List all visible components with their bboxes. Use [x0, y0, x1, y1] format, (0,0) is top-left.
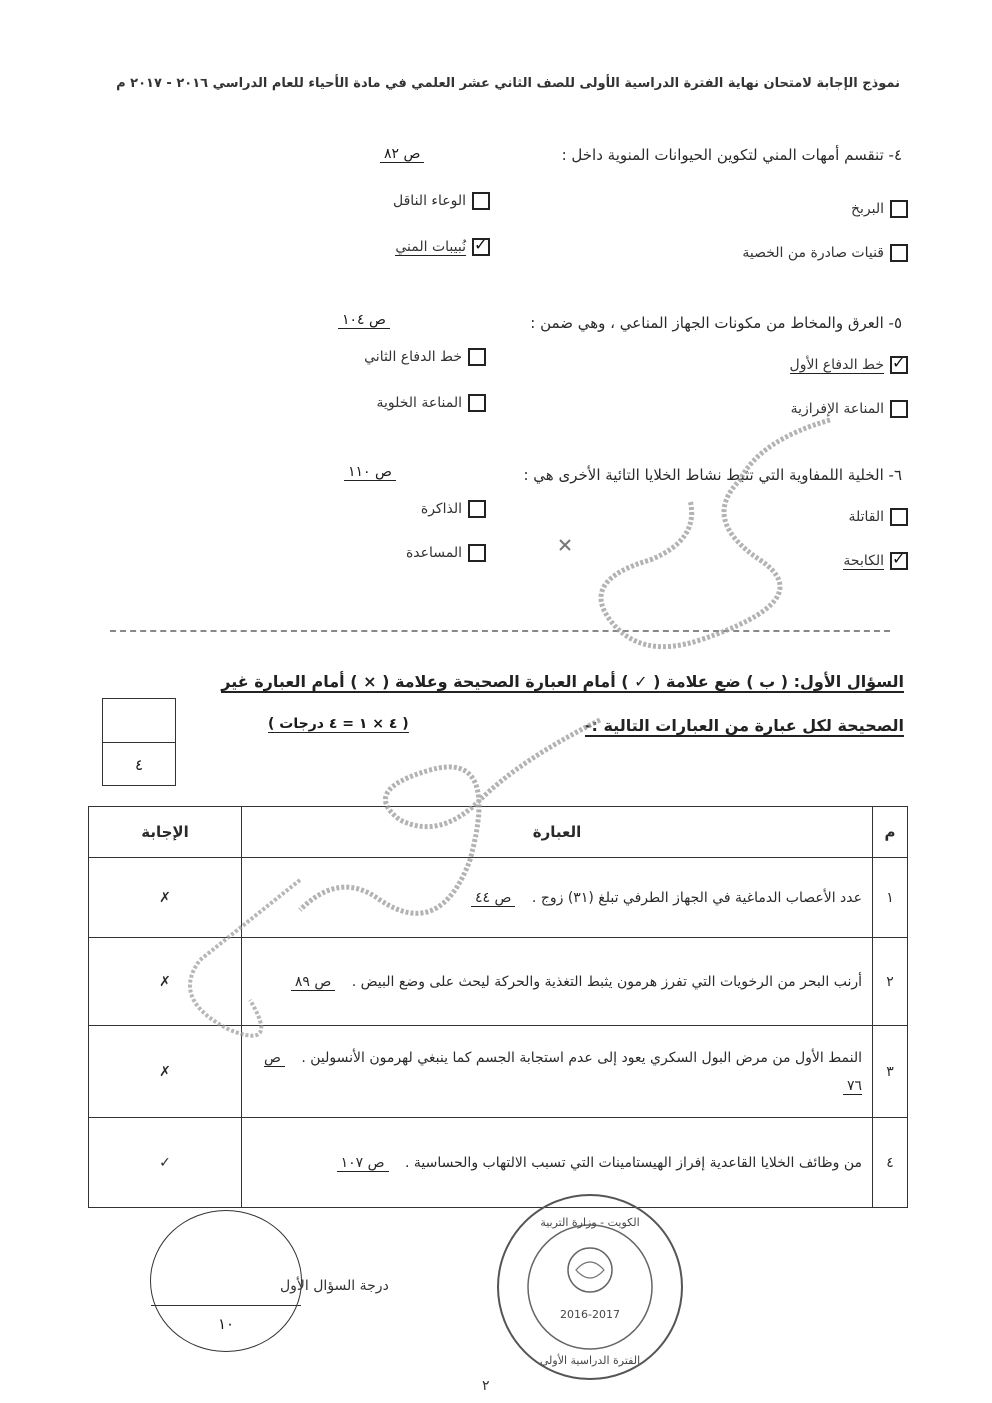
q5-option-c-checkbox[interactable]: [890, 400, 908, 418]
q5-option-a-checkbox-checked[interactable]: [890, 356, 908, 374]
total-score-divider: [151, 1305, 301, 1306]
q4-option-d[interactable]: ✓ نُبيبات المني: [395, 238, 490, 256]
answers-table: [88, 806, 908, 1208]
row-statement: النمط الأول من مرض البول السكري يعود إلى عدم استجابة الجسم كما ينبغي لهرمون الأنسولين . ص ٧٦: [242, 1026, 873, 1118]
q4-option-a[interactable]: البربخ: [851, 200, 908, 218]
q6-option-c-checkbox-checked[interactable]: [890, 552, 908, 570]
question-4-stem: ٤- تنقسم أمهات المني لتكوين الحيوانات المنوية داخل :: [561, 146, 902, 164]
section-title-line1: السؤال الأول: ( ب ) ضع علامة ( ✓ ) أمام العبارة الصحيحة وعلامة ( × ) أمام العبارة غير: [221, 672, 904, 691]
official-stamp: [490, 1190, 690, 1385]
section-divider: [110, 630, 890, 632]
q6-option-d-checkbox[interactable]: [468, 544, 486, 562]
q5-option-d[interactable]: المناعة الخلوية: [376, 394, 486, 412]
stamp-top-text: الكويت - وزارة التربية: [540, 1216, 640, 1229]
row-statement: أرنب البحر من الرخويات التي تفرز هرمون يثبط التغذية والحركة ليحث على وضع البيض . ص ٨٩: [242, 938, 873, 1026]
q4-option-c-checkbox[interactable]: [890, 244, 908, 262]
row-num: ٤: [873, 1118, 908, 1208]
question-4-text: [562, 146, 902, 164]
q4-option-b[interactable]: الوعاء الناقل: [393, 192, 490, 210]
q5-option-c[interactable]: المناعة الإفرازية: [791, 400, 908, 418]
table-row: [89, 938, 908, 1026]
section-marks: ( ٤ × ١ = ٤ درجات ): [268, 716, 409, 732]
row-num: ١: [873, 858, 908, 938]
q6-option-d[interactable]: المساعدة: [406, 544, 486, 562]
q5-option-a[interactable]: ✓ خط الدفاع الأول: [790, 356, 908, 374]
table-row: [89, 1026, 908, 1118]
q4-option-d-checkbox-checked[interactable]: [472, 238, 490, 256]
q6-option-a-checkbox[interactable]: [890, 508, 908, 526]
q5-option-b[interactable]: خط الدفاع الثاني: [364, 348, 486, 366]
page-header: نموذج الإجابة لامتحان نهاية الفترة الدراسية الأولى للصف الثاني عشر العلمي في مادة الأحياء للعام الدراسي ٢٠١٦ - ٢٠١٧ م: [116, 76, 900, 91]
question-5-page-ref: ص ١٠٤: [338, 312, 390, 329]
page-number: ٢: [482, 1378, 490, 1394]
q5-option-d-checkbox[interactable]: [468, 394, 486, 412]
section-title-line2: الصحيحة لكل عبارة من العبارات التالية :-: [584, 716, 904, 735]
q4-option-b-checkbox[interactable]: [472, 192, 490, 210]
row-statement: عدد الأعصاب الدماغية في الجهاز الطرفي تبلغ (٣١) زوج . ص ٤٤: [242, 858, 873, 938]
row-num: ٢: [873, 938, 908, 1026]
score-box-top: [103, 699, 175, 743]
question-6-text: [523, 466, 902, 484]
q4-option-a-checkbox[interactable]: [890, 200, 908, 218]
q6-option-b[interactable]: الذاكرة: [421, 500, 486, 518]
row-statement: من وظائف الخلايا القاعدية إفراز الهيستامينات التي تسبب الالتهاب والحساسية . ص ١٠٧: [242, 1118, 873, 1208]
question-5-stem: ٥- العرق والمخاط من مكونات الجهاز المناعي ، وهي ضمن :: [530, 314, 902, 332]
row-page-ref: ص ٤٤: [471, 890, 515, 907]
q4-option-c[interactable]: قنيات صادرة من الخصية: [742, 244, 908, 262]
row-answer-mark[interactable]: ✗: [89, 1026, 242, 1118]
stamp-bottom-text: الفترة الدراسية الأولى: [539, 1354, 641, 1367]
question-4-page-ref: ص ٨٢: [380, 146, 424, 163]
row-page-ref: ص ٧٦: [263, 1049, 862, 1094]
stamp-year: 2016-2017: [560, 1308, 620, 1321]
q5-option-b-checkbox[interactable]: [468, 348, 486, 366]
row-page-ref: ص ١٠٧: [337, 1155, 389, 1172]
header-statement: العبارة: [242, 807, 873, 858]
row-page-ref: ص ٨٩: [291, 974, 335, 991]
header-answer: الإجابة: [89, 807, 242, 858]
score-box-value: ٤: [134, 755, 144, 774]
q6-option-a[interactable]: القاتلة: [848, 508, 908, 526]
q6-option-c[interactable]: ✓ الكابحة: [843, 552, 908, 570]
row-answer-mark[interactable]: ✗: [89, 938, 242, 1026]
question-6-page-ref: ص ١١٠: [344, 464, 396, 481]
section-score-box: [102, 698, 176, 786]
question-6-stem: ٦- الخلية اللمفاوية التي تثبط نشاط الخلايا التائية الأخرى هي :: [523, 466, 902, 484]
q6-option-b-checkbox[interactable]: [468, 500, 486, 518]
table-header-row: [89, 807, 908, 858]
total-score-label: درجة السؤال الأول: [280, 1278, 389, 1294]
question-5-text: [530, 314, 902, 332]
table-row: [89, 858, 908, 938]
header-num: م: [873, 807, 908, 858]
total-score-value: ١٠: [217, 1315, 235, 1333]
row-num: ٣: [873, 1026, 908, 1118]
row-answer-mark[interactable]: ✓: [89, 1118, 242, 1208]
row-answer-mark[interactable]: ✗: [89, 858, 242, 938]
